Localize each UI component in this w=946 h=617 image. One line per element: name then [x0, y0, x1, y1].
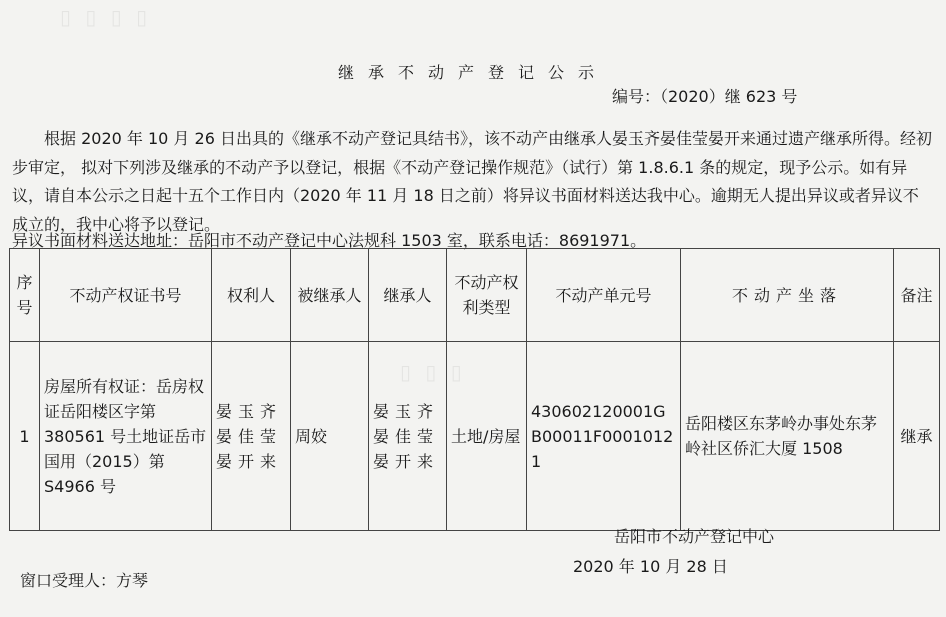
cell-seq: 1 [10, 342, 40, 531]
cell-owner: 晏玉齐晏佳莹晏开来 [212, 342, 291, 531]
header-cert-no: 不动产权证书号 [40, 249, 212, 342]
issue-date: 2020 年 10 月 28 日 [573, 557, 728, 576]
objection-address: 异议书面材料送达地址：岳阳市不动产登记中心法规科 1503 室，联系电话：8691971。 [12, 231, 647, 250]
cell-right-type: 土地/房屋 [447, 342, 527, 531]
background-watermark: ▯ ▯ ▯ [400, 360, 466, 384]
header-heir: 继承人 [369, 249, 447, 342]
cell-note: 继承 [894, 342, 940, 531]
header-deceased: 被继承人 [291, 249, 369, 342]
document-number: 编号：（2020）继 623 号 [612, 87, 798, 106]
announcement-body: 根据 2020 年 10 月 26 日出具的《继承不动产登记具结书》，该不动产由继承人晏玉齐晏佳莹晏开来通过遗产继承所得。经初步审定， 拟对下列涉及继承的不动产予以登记，根据《不动产登记操作规范》（试行）第 1.8.6.1 条的规定，现予公示。如有异议，请自本公示之日起十五个工作日内（2020 年 11 月 18 日之前）将异议书面材料送达我中心。逾期无人提出异议或者异议不成立的，我中心将予以登记。 [12, 129, 932, 234]
header-location: 不动产坐落 [681, 249, 894, 342]
table-header-row [10, 249, 940, 342]
page-title: 继承不动产登记公示 [337, 63, 608, 82]
header-unit-no: 不动产单元号 [527, 249, 681, 342]
cell-cert-no: 房屋所有权证：岳房权证岳阳楼区字第 380561 号土地证岳市国用（2015）第 S4966 号 [40, 342, 212, 531]
header-seq: 序号 [10, 249, 40, 342]
header-note: 备注 [894, 249, 940, 342]
header-owner: 权利人 [212, 249, 291, 342]
background-watermark: ▯ ▯ ▯ ▯ [60, 5, 152, 29]
cell-unit-no: 430602120001GB00011F00010121 [527, 342, 681, 531]
header-right-type: 不动产权利类型 [447, 249, 527, 342]
cell-deceased: 周姣 [291, 342, 369, 531]
cell-location: 岳阳楼区东茅岭办事处东茅岭社区侨汇大厦 1508 [681, 342, 894, 531]
window-receiver: 窗口受理人：方琴 [20, 571, 149, 590]
cell-heir: 晏玉齐晏佳莹晏开来 [369, 342, 447, 531]
table-row [10, 342, 940, 531]
issuing-organization: 岳阳市不动产登记中心 [614, 527, 775, 546]
property-table [9, 248, 940, 531]
